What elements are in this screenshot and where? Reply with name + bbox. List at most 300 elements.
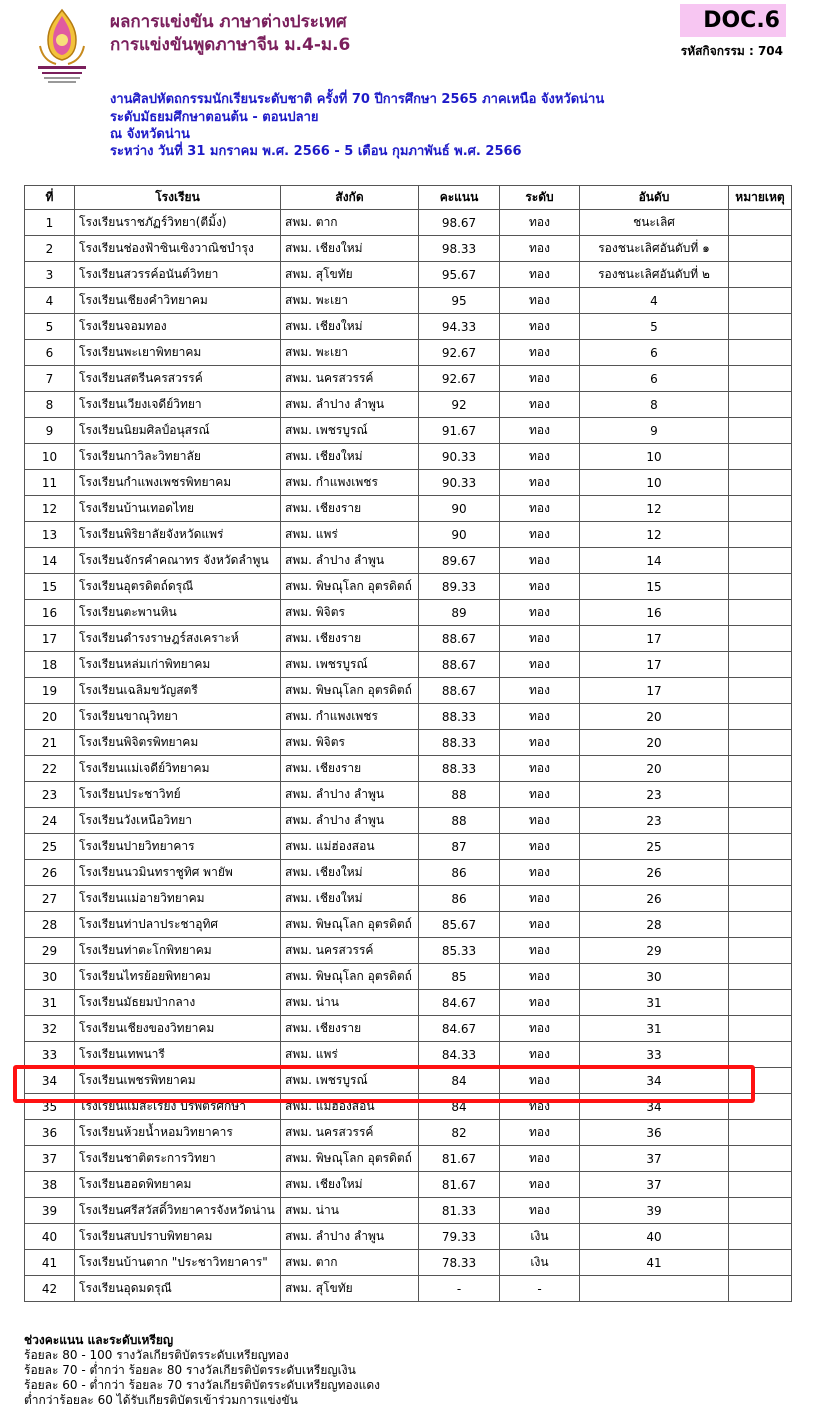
cell-note — [729, 392, 792, 418]
cell-no: 28 — [25, 912, 75, 938]
cell-level: ทอง — [500, 418, 580, 444]
cell-org: สพม. พิษณุโลก อุตรดิตถ์ — [281, 678, 419, 704]
cell-school: โรงเรียนสวรรค์อนันต์วิทยา — [75, 262, 281, 288]
cell-no: 17 — [25, 626, 75, 652]
legend-line: ต่ำกว่าร้อยละ 60 ได้รับเกียรติบัตรเข้าร่วมการแข่งขัน — [24, 1393, 298, 1407]
cell-school: โรงเรียนราชภัฏร์วิทยา(ตีมิ้ง) — [75, 210, 281, 236]
cell-note — [729, 1146, 792, 1172]
table-row — [25, 444, 792, 470]
cell-no: 15 — [25, 574, 75, 600]
cell-no: 8 — [25, 392, 75, 418]
cell-score: 94.33 — [419, 314, 500, 340]
cell-school: โรงเรียนดำรงราษฎร์สงเคราะห์ — [75, 626, 281, 652]
cell-score: 88.33 — [419, 756, 500, 782]
cell-rank: 31 — [580, 990, 729, 1016]
cell-org: สพม. เพชรบูรณ์ — [281, 652, 419, 678]
cell-rank: 20 — [580, 704, 729, 730]
cell-level: ทอง — [500, 366, 580, 392]
cell-no: 26 — [25, 860, 75, 886]
cell-org: สพม. นครสวรรค์ — [281, 938, 419, 964]
cell-org: สพม. พิษณุโลก อุตรดิตถ์ — [281, 964, 419, 990]
table-row — [25, 1198, 792, 1224]
cell-rank: รองชนะเลิศอันดับที่ ๑ — [580, 236, 729, 262]
col-header-note: หมายเหตุ — [729, 186, 792, 210]
cell-rank: 28 — [580, 912, 729, 938]
cell-score: 84.33 — [419, 1042, 500, 1068]
cell-level: ทอง — [500, 1094, 580, 1120]
cell-note — [729, 366, 792, 392]
cell-note — [729, 938, 792, 964]
cell-score: 84 — [419, 1068, 500, 1094]
cell-school: โรงเรียนแม่อายวิทยาคม — [75, 886, 281, 912]
cell-no: 25 — [25, 834, 75, 860]
cell-note — [729, 522, 792, 548]
cell-org: สพม. เชียงใหม่ — [281, 886, 419, 912]
table-row — [25, 990, 792, 1016]
cell-level: ทอง — [500, 548, 580, 574]
cell-school: โรงเรียนสตรีนครสวรรค์ — [75, 366, 281, 392]
table-row — [25, 704, 792, 730]
table-row — [25, 808, 792, 834]
cell-org: สพม. แม่ฮ่องสอน — [281, 834, 419, 860]
table-row — [25, 340, 792, 366]
cell-rank — [580, 1276, 729, 1302]
col-header-score: คะแนน — [419, 186, 500, 210]
table-row — [25, 1276, 792, 1302]
table-header-row — [25, 186, 792, 210]
cell-score: 81.33 — [419, 1198, 500, 1224]
cell-school: โรงเรียนพิจิตรพิทยาคม — [75, 730, 281, 756]
cell-org: สพม. เชียงใหม่ — [281, 444, 419, 470]
cell-level: ทอง — [500, 964, 580, 990]
legend-line: ร้อยละ 80 - 100 รางวัลเกียรติบัตรระดับเหรียญทอง — [24, 1348, 289, 1362]
cell-score: 78.33 — [419, 1250, 500, 1276]
table-row — [25, 314, 792, 340]
cell-school: โรงเรียนบ้านเทอดไทย — [75, 496, 281, 522]
table-row — [25, 1224, 792, 1250]
cell-org: สพม. แพร่ — [281, 1042, 419, 1068]
cell-rank: 10 — [580, 444, 729, 470]
cell-no: 32 — [25, 1016, 75, 1042]
table-row — [25, 574, 792, 600]
cell-score: 84.67 — [419, 1016, 500, 1042]
cell-org: สพม. เพชรบูรณ์ — [281, 1068, 419, 1094]
cell-level: - — [500, 1276, 580, 1302]
cell-no: 9 — [25, 418, 75, 444]
cell-score: 81.67 — [419, 1172, 500, 1198]
cell-no: 37 — [25, 1146, 75, 1172]
cell-level: ทอง — [500, 626, 580, 652]
cell-level: ทอง — [500, 938, 580, 964]
cell-level: ทอง — [500, 1146, 580, 1172]
cell-org: สพม. ลำปาง ลำพูน — [281, 392, 419, 418]
cell-no: 6 — [25, 340, 75, 366]
cell-note — [729, 1172, 792, 1198]
cell-score: 88 — [419, 808, 500, 834]
cell-score: 88.67 — [419, 652, 500, 678]
cell-no: 11 — [25, 470, 75, 496]
cell-level: ทอง — [500, 262, 580, 288]
cell-level: ทอง — [500, 314, 580, 340]
cell-no: 31 — [25, 990, 75, 1016]
cell-school: โรงเรียนนิยมศิลป์อนุสรณ์ — [75, 418, 281, 444]
table-row — [25, 626, 792, 652]
cell-level: ทอง — [500, 756, 580, 782]
cell-no: 3 — [25, 262, 75, 288]
table-row — [25, 392, 792, 418]
table-row — [25, 964, 792, 990]
cell-org: สพม. ลำปาง ลำพูน — [281, 1224, 419, 1250]
event-line-4: ระหว่าง วันที่ 31 มกราคม พ.ศ. 2566 - 5 เดือน กุมภาพันธ์ พ.ศ. 2566 — [110, 144, 522, 159]
cell-org: สพม. แม่ฮ่องสอน — [281, 1094, 419, 1120]
cell-note — [729, 548, 792, 574]
cell-score: 90 — [419, 522, 500, 548]
cell-level: ทอง — [500, 236, 580, 262]
cell-level: ทอง — [500, 340, 580, 366]
cell-level: ทอง — [500, 1016, 580, 1042]
cell-note — [729, 860, 792, 886]
cell-note — [729, 756, 792, 782]
cell-org: สพม. เชียงราย — [281, 626, 419, 652]
cell-score: - — [419, 1276, 500, 1302]
cell-note — [729, 340, 792, 366]
cell-rank: 37 — [580, 1146, 729, 1172]
cell-score: 88.67 — [419, 626, 500, 652]
cell-no: 20 — [25, 704, 75, 730]
cell-no: 27 — [25, 886, 75, 912]
cell-note — [729, 834, 792, 860]
cell-org: สพม. พิษณุโลก อุตรดิตถ์ — [281, 574, 419, 600]
cell-no: 16 — [25, 600, 75, 626]
cell-score: 89 — [419, 600, 500, 626]
cell-no: 1 — [25, 210, 75, 236]
cell-org: สพม. พะเยา — [281, 288, 419, 314]
cell-no: 14 — [25, 548, 75, 574]
table-row — [25, 288, 792, 314]
table-row — [25, 860, 792, 886]
cell-rank: 14 — [580, 548, 729, 574]
cell-note — [729, 730, 792, 756]
cell-level: ทอง — [500, 600, 580, 626]
cell-school: โรงเรียนพิริยาลัยจังหวัดแพร่ — [75, 522, 281, 548]
cell-rank: 23 — [580, 808, 729, 834]
cell-school: โรงเรียนแม่เจดีย์วิทยาคม — [75, 756, 281, 782]
cell-note — [729, 262, 792, 288]
cell-level: ทอง — [500, 522, 580, 548]
highlight-box — [13, 1065, 755, 1103]
cell-rank: 41 — [580, 1250, 729, 1276]
cell-level: ทอง — [500, 470, 580, 496]
cell-no: 38 — [25, 1172, 75, 1198]
table-row — [25, 938, 792, 964]
cell-no: 7 — [25, 366, 75, 392]
col-header-rank: อันดับ — [580, 186, 729, 210]
cell-school: โรงเรียนแม่สะเรียง บริพัตรศึกษา — [75, 1094, 281, 1120]
cell-note — [729, 626, 792, 652]
cell-org: สพม. เชียงใหม่ — [281, 1172, 419, 1198]
cell-org: สพม. ลำปาง ลำพูน — [281, 782, 419, 808]
cell-rank: 37 — [580, 1172, 729, 1198]
cell-score: 79.33 — [419, 1224, 500, 1250]
cell-note — [729, 678, 792, 704]
legend — [24, 1333, 380, 1408]
cell-rank: 29 — [580, 938, 729, 964]
cell-org: สพม. พิษณุโลก อุตรดิตถ์ — [281, 912, 419, 938]
cell-school: โรงเรียนสบปราบพิทยาคม — [75, 1224, 281, 1250]
cell-org: สพม. น่าน — [281, 1198, 419, 1224]
cell-score: 95 — [419, 288, 500, 314]
cell-rank: 15 — [580, 574, 729, 600]
cell-score: 88.33 — [419, 730, 500, 756]
cell-level: ทอง — [500, 288, 580, 314]
cell-org: สพม. เชียงใหม่ — [281, 314, 419, 340]
cell-score: 85.67 — [419, 912, 500, 938]
table-row — [25, 1146, 792, 1172]
legend-line: ร้อยละ 60 - ต่ำกว่า ร้อยละ 70 รางวัลเกียรติบัตรระดับเหรียญทองแดง — [24, 1378, 380, 1392]
cell-school: โรงเรียนห้วยน้ำหอมวิทยาคาร — [75, 1120, 281, 1146]
table-body — [25, 210, 792, 1302]
legend-line: ร้อยละ 70 - ต่ำกว่า ร้อยละ 80 รางวัลเกียรติบัตรระดับเหรียญเงิน — [24, 1363, 356, 1377]
cell-school: โรงเรียนชาติตระการวิทยา — [75, 1146, 281, 1172]
cell-org: สพม. กำแพงเพชร — [281, 470, 419, 496]
table-row — [25, 912, 792, 938]
cell-note — [729, 470, 792, 496]
table-row — [25, 756, 792, 782]
table-row — [25, 522, 792, 548]
event-line-1: งานศิลปหัตถกรรมนักเรียนระดับชาติ ครั้งที่ 70 ปีการศึกษา 2565 ภาคเหนือ จังหวัดน่าน — [110, 92, 605, 107]
activity-code: รหัสกิจกรรม : 704 — [680, 44, 783, 58]
cell-level: ทอง — [500, 1198, 580, 1224]
table-row — [25, 418, 792, 444]
cell-no: 19 — [25, 678, 75, 704]
cell-note — [729, 496, 792, 522]
cell-no: 36 — [25, 1120, 75, 1146]
cell-org: สพม. เชียงใหม่ — [281, 236, 419, 262]
cell-school: โรงเรียนฮอดพิทยาคม — [75, 1172, 281, 1198]
event-line-3: ณ จังหวัดน่าน — [110, 127, 190, 142]
seal-logo — [30, 6, 94, 86]
cell-rank: 17 — [580, 626, 729, 652]
cell-score: 90.33 — [419, 444, 500, 470]
event-line-2: ระดับมัธยมศึกษาตอนต้น - ตอนปลาย — [110, 110, 319, 125]
cell-level: ทอง — [500, 704, 580, 730]
cell-score: 90.33 — [419, 470, 500, 496]
cell-note — [729, 782, 792, 808]
cell-score: 85 — [419, 964, 500, 990]
cell-score: 98.67 — [419, 210, 500, 236]
cell-school: โรงเรียนวังเหนือวิทยา — [75, 808, 281, 834]
cell-org: สพม. ตาก — [281, 210, 419, 236]
cell-score: 88 — [419, 782, 500, 808]
cell-school: โรงเรียนเพชรพิทยาคม — [75, 1068, 281, 1094]
cell-note — [729, 314, 792, 340]
cell-school: โรงเรียนเชียงของวิทยาคม — [75, 1016, 281, 1042]
cell-rank: 5 — [580, 314, 729, 340]
table-row — [25, 678, 792, 704]
cell-level: ทอง — [500, 392, 580, 418]
cell-note — [729, 1224, 792, 1250]
cell-score: 81.67 — [419, 1146, 500, 1172]
cell-rank: 12 — [580, 496, 729, 522]
cell-note — [729, 808, 792, 834]
cell-school: โรงเรียนบ้านตาก "ประชาวิทยาคาร" — [75, 1250, 281, 1276]
cell-note — [729, 288, 792, 314]
cell-rank: 31 — [580, 1016, 729, 1042]
cell-rank: 30 — [580, 964, 729, 990]
cell-note — [729, 990, 792, 1016]
cell-org: สพม. สุโขทัย — [281, 262, 419, 288]
cell-no: 34 — [25, 1068, 75, 1094]
cell-note — [729, 236, 792, 262]
cell-school: โรงเรียนท่าปลาประชาอุทิศ — [75, 912, 281, 938]
cell-note — [729, 418, 792, 444]
cell-school: โรงเรียนศรีสวัสดิ์วิทยาคารจังหวัดน่าน — [75, 1198, 281, 1224]
cell-no: 42 — [25, 1276, 75, 1302]
cell-score: 95.67 — [419, 262, 500, 288]
cell-score: 89.33 — [419, 574, 500, 600]
cell-org: สพม. ลำปาง ลำพูน — [281, 548, 419, 574]
cell-rank: 16 — [580, 600, 729, 626]
cell-score: 92.67 — [419, 366, 500, 392]
cell-rank: 23 — [580, 782, 729, 808]
cell-score: 84.67 — [419, 990, 500, 1016]
cell-school: โรงเรียนท่าตะโกพิทยาคม — [75, 938, 281, 964]
cell-rank: 33 — [580, 1042, 729, 1068]
cell-score: 92.67 — [419, 340, 500, 366]
cell-school: โรงเรียนปายวิทยาคาร — [75, 834, 281, 860]
cell-school: โรงเรียนจอมทอง — [75, 314, 281, 340]
cell-rank: 25 — [580, 834, 729, 860]
cell-score: 86 — [419, 886, 500, 912]
cell-school: โรงเรียนเฉลิมขวัญสตรี — [75, 678, 281, 704]
cell-rank: 36 — [580, 1120, 729, 1146]
cell-level: ทอง — [500, 574, 580, 600]
cell-org: สพม. ลำปาง ลำพูน — [281, 808, 419, 834]
cell-note — [729, 210, 792, 236]
cell-org: สพม. นครสวรรค์ — [281, 1120, 419, 1146]
cell-level: ทอง — [500, 210, 580, 236]
cell-note — [729, 1120, 792, 1146]
cell-note — [729, 886, 792, 912]
cell-org: สพม. พิจิตร — [281, 600, 419, 626]
cell-rank: 9 — [580, 418, 729, 444]
table-row — [25, 366, 792, 392]
col-header-school: โรงเรียน — [75, 186, 281, 210]
cell-rank: รองชนะเลิศอันดับที่ ๒ — [580, 262, 729, 288]
page-subtitle: การแข่งขันพูดภาษาจีน ม.4-ม.6 — [110, 35, 351, 55]
cell-note — [729, 1198, 792, 1224]
cell-school: โรงเรียนอุดมดรุณี — [75, 1276, 281, 1302]
cell-rank: 17 — [580, 652, 729, 678]
cell-rank: 34 — [580, 1068, 729, 1094]
cell-school: โรงเรียนหล่มเก่าพิทยาคม — [75, 652, 281, 678]
col-header-no: ที่ — [25, 186, 75, 210]
cell-no: 40 — [25, 1224, 75, 1250]
table-row — [25, 1172, 792, 1198]
cell-no: 33 — [25, 1042, 75, 1068]
table-row — [25, 1120, 792, 1146]
cell-rank: 10 — [580, 470, 729, 496]
cell-school: โรงเรียนประชาวิทย์ — [75, 782, 281, 808]
cell-school: โรงเรียนอุตรดิตถ์ดรุณี — [75, 574, 281, 600]
cell-rank: 6 — [580, 366, 729, 392]
cell-no: 35 — [25, 1094, 75, 1120]
cell-no: 2 — [25, 236, 75, 262]
cell-score: 92 — [419, 392, 500, 418]
cell-school: โรงเรียนขาณุวิทยา — [75, 704, 281, 730]
cell-no: 18 — [25, 652, 75, 678]
cell-level: ทอง — [500, 1042, 580, 1068]
cell-note — [729, 652, 792, 678]
cell-school: โรงเรียนกาวิละวิทยาลัย — [75, 444, 281, 470]
table-row — [25, 496, 792, 522]
table-row — [25, 262, 792, 288]
cell-score: 91.67 — [419, 418, 500, 444]
cell-school: โรงเรียนตะพานหิน — [75, 600, 281, 626]
table-row — [25, 730, 792, 756]
cell-no: 12 — [25, 496, 75, 522]
cell-org: สพม. แพร่ — [281, 522, 419, 548]
table-row — [25, 1250, 792, 1276]
cell-org: สพม. ตาก — [281, 1250, 419, 1276]
cell-school: โรงเรียนจักรคำคณาทร จังหวัดลำพูน — [75, 548, 281, 574]
table-row — [25, 782, 792, 808]
cell-score: 86 — [419, 860, 500, 886]
cell-level: ทอง — [500, 860, 580, 886]
cell-org: สพม. เพชรบูรณ์ — [281, 418, 419, 444]
cell-org: สพม. พิจิตร — [281, 730, 419, 756]
cell-note — [729, 1042, 792, 1068]
cell-level: ทอง — [500, 912, 580, 938]
cell-school: โรงเรียนพะเยาพิทยาคม — [75, 340, 281, 366]
cell-school: โรงเรียนเทพนารี — [75, 1042, 281, 1068]
table-row — [25, 470, 792, 496]
cell-org: สพม. เชียงใหม่ — [281, 860, 419, 886]
cell-score: 82 — [419, 1120, 500, 1146]
cell-no: 30 — [25, 964, 75, 990]
cell-org: สพม. สุโขทัย — [281, 1276, 419, 1302]
cell-note — [729, 574, 792, 600]
cell-level: ทอง — [500, 782, 580, 808]
cell-score: 88.67 — [419, 678, 500, 704]
cell-rank: 4 — [580, 288, 729, 314]
table-row — [25, 236, 792, 262]
table-row — [25, 548, 792, 574]
legend-title: ช่วงคะแนน และระดับเหรียญ — [24, 1333, 174, 1347]
cell-no: 4 — [25, 288, 75, 314]
cell-org: สพม. นครสวรรค์ — [281, 366, 419, 392]
cell-rank: 20 — [580, 756, 729, 782]
cell-level: ทอง — [500, 444, 580, 470]
cell-rank: 26 — [580, 860, 729, 886]
cell-level: ทอง — [500, 1172, 580, 1198]
col-header-level: ระดับ — [500, 186, 580, 210]
table-row — [25, 210, 792, 236]
cell-school: โรงเรียนช่องฟ้าซินเซิงวาณิชบำรุง — [75, 236, 281, 262]
table-row — [25, 1042, 792, 1068]
cell-org: สพม. น่าน — [281, 990, 419, 1016]
table-row — [25, 652, 792, 678]
cell-level: เงิน — [500, 1250, 580, 1276]
cell-no: 24 — [25, 808, 75, 834]
cell-rank: 40 — [580, 1224, 729, 1250]
col-header-org: สังกัด — [281, 186, 419, 210]
table-row — [25, 886, 792, 912]
results-table — [24, 185, 792, 1302]
cell-no: 39 — [25, 1198, 75, 1224]
cell-note — [729, 444, 792, 470]
cell-rank: 20 — [580, 730, 729, 756]
